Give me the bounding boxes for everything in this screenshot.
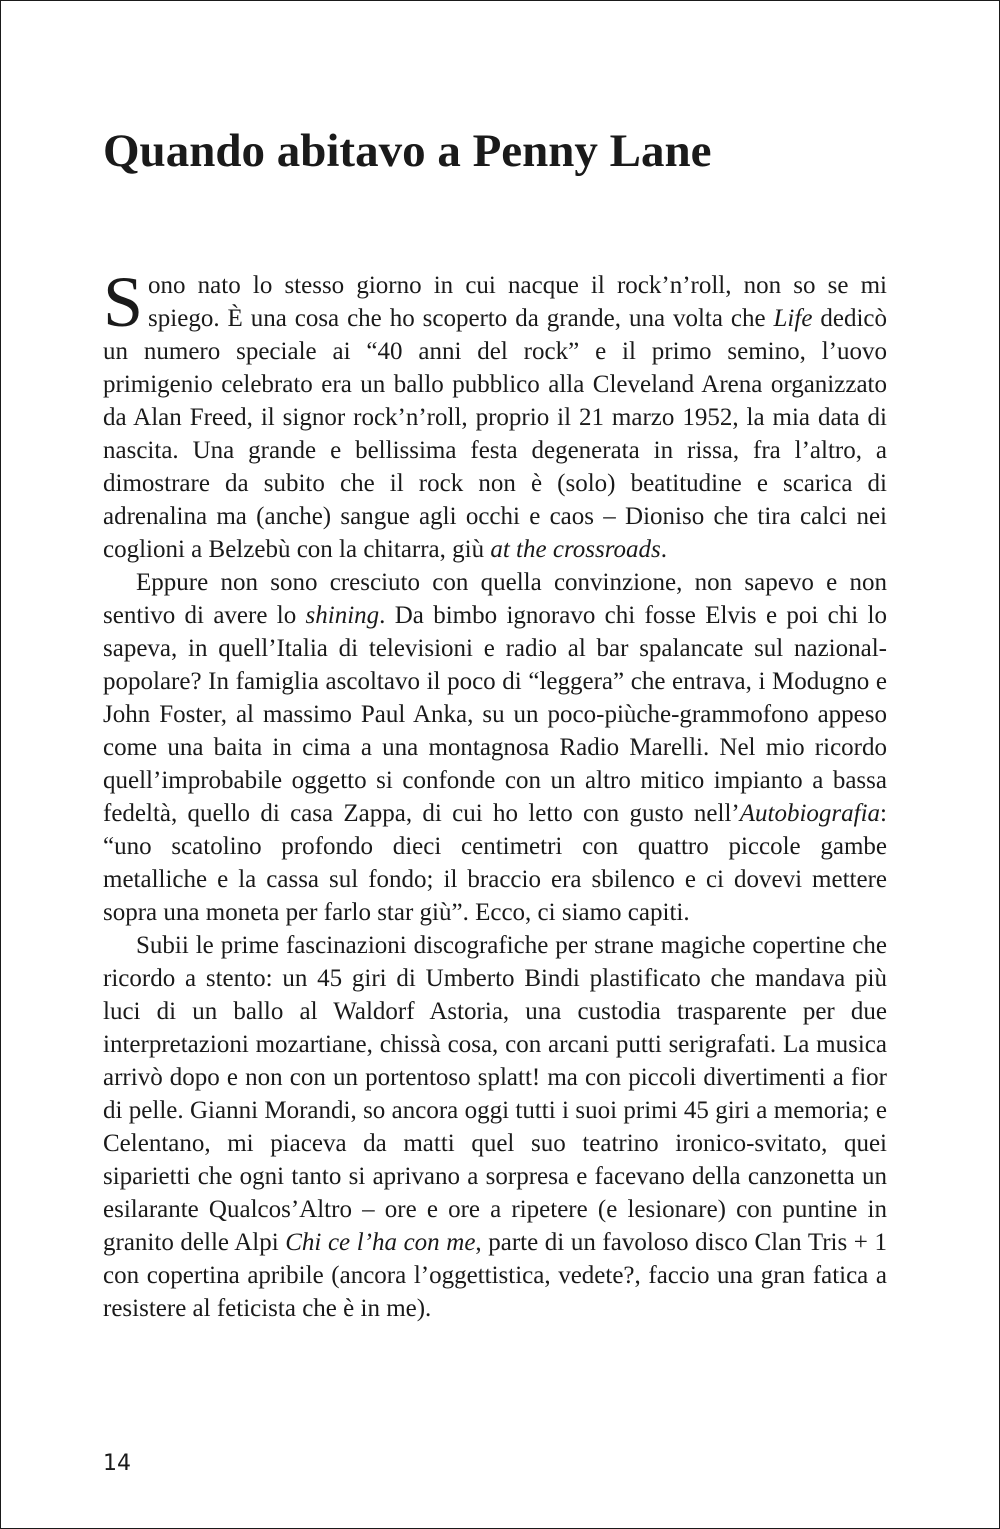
italic-text: Life — [773, 305, 813, 332]
paragraph — [103, 566, 887, 929]
text-run: . — [660, 536, 667, 563]
text-run: , parte di un favoloso disco Clan Tris + 1 con copertina apribile (ancora l’oggettistica, vedete?, faccio una gran fatica a resistere al feticista che è in me). — [103, 1229, 887, 1322]
paragraph — [103, 262, 888, 566]
italic-text: Autobiografia — [739, 800, 881, 827]
page-number: 14 — [103, 1451, 131, 1476]
text-run: . Da bimbo ignoravo chi fosse Elvis e poi chi lo sapeva, in quell’Italia di televisioni e radio al bar spalancate sul nazional-popolare? In famiglia ascoltavo il poco di “leggera” che entrava, i Modugno e John Foster, al massimo Paul Anka, su un poco-piùche-grammofono appeso come una baita in cima a una montagnosa Radio Marelli. Nel mio ricordo quell’improbabile oggetto si confonde con un altro mitico impianto a bassa fedeltà, quello di casa Zappa, di cui ho letto con gusto nell’ — [103, 602, 887, 827]
text-run: dedicò un numero speciale ai “40 anni del rock” e il primo semino, l’uovo primigenio celebrato era un ballo pubblico alla Cleveland Arena organizzato da Alan Freed, il signor rock’n’roll, proprio il 21 marzo 1952, la mia data di nascita. Una grande e bellissima festa degenerata in rissa, fra l’altro, a dimostrare da subito che il rock non è (solo) beatitudine e scarica di adrenalina ma (anche) sangue agli occhi e caos – Dioniso che tira calci nei coglioni a Belzebù con la chitarra, giù — [103, 305, 888, 563]
text-run: ono nato lo stesso giorno in cui nacque il rock’n’roll, non so se mi spiego. È una cosa che ho scoperto da grande, una volta che — [148, 272, 887, 332]
body-text — [103, 262, 888, 1325]
text-run: Eppure non sono cresciuto con quella convinzione, non sapevo e non sentivo di avere lo — [103, 569, 887, 629]
chapter-title: Quando abitavo a Penny Lane — [103, 125, 712, 177]
text-run: : “uno scatolino profondo dieci centimetri con quattro piccole gambe metalliche e la cassa sul fondo; il braccio era sbilenco e ci dovevi mettere sopra una moneta per farlo star giù”. Ecco, ci siamo capiti. — [103, 800, 887, 926]
italic-text: shining — [305, 602, 380, 629]
drop-cap: S — [103, 262, 144, 342]
text-run: Subii le prime fascinazioni discografiche per strane magiche copertine che ricordo a stento: un 45 giri di Umberto Bindi plastificato che mandava più luci di un ballo al Waldorf Astoria, una custodia trasparente per due interpretazioni mozartiane, chissà cosa, con arcani putti serigrafati. La musica arrivò dopo e non con un portentoso splatt! ma con piccoli divertimenti a fior di pelle. Gianni Morandi, so ancora oggi tutti i suoi primi 45 giri a memoria; e Celentano, mi piaceva da matti quel suo teatrino ironico-svitato, quei siparietti che ogni tanto si aprivano a sorpresa e facevano della canzonetta un esilarante Qualcos’Altro – ore e ore a ripetere (e lesionare) con puntine in granito delle Alpi — [103, 932, 887, 1256]
italic-text: at the crossroads — [490, 536, 661, 563]
italic-text: Chi ce l’ha con me — [285, 1229, 476, 1256]
paragraph — [103, 929, 887, 1325]
